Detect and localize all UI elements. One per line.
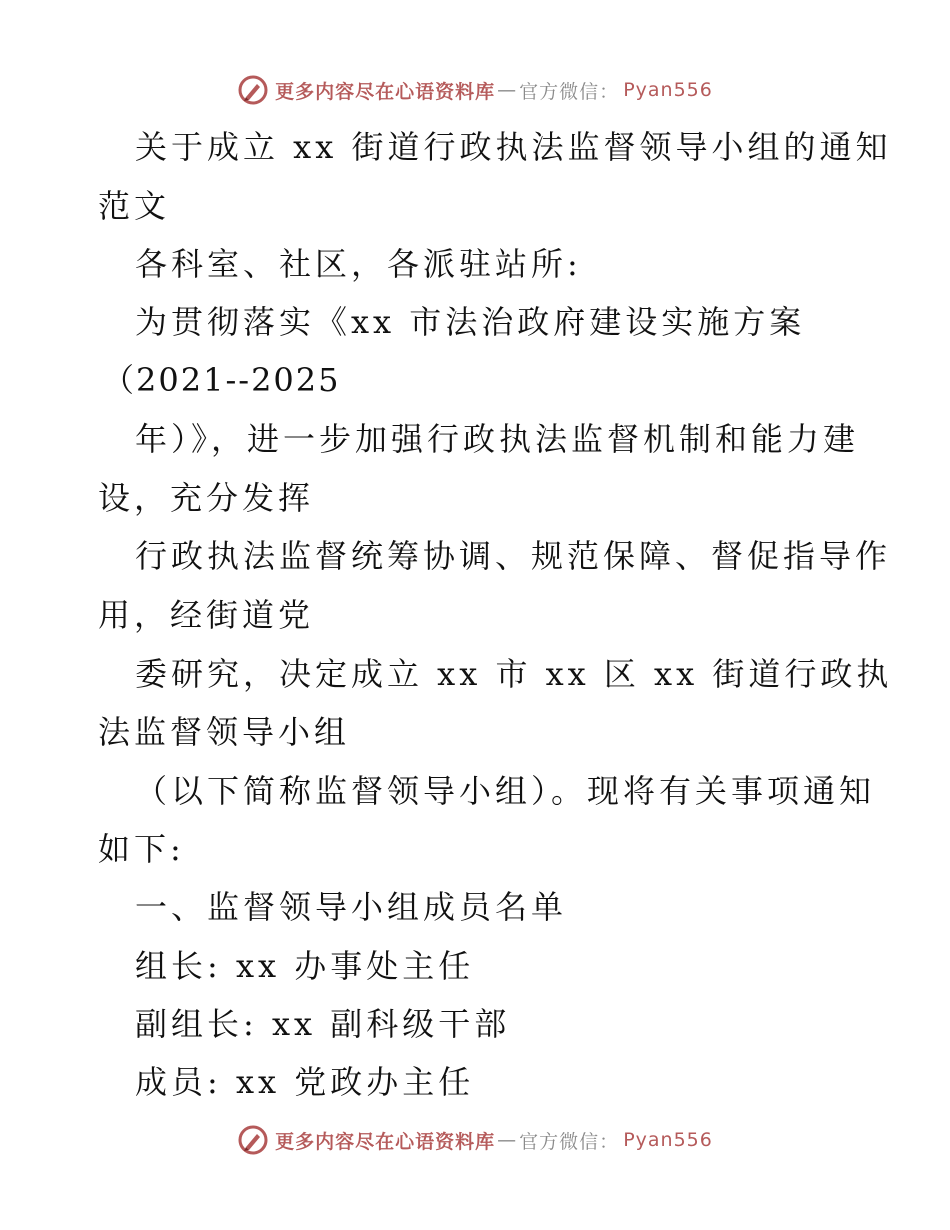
doc-title-line-1: 关于成立 xx 街道行政执法监督领导小组的通知	[135, 128, 892, 166]
doc-section-heading: 一、监督领导小组成员名单	[135, 888, 568, 926]
doc-paragraph-line: 设，充分发挥	[98, 479, 315, 517]
watermark-text: 更多内容尽在心语资料库	[275, 1130, 496, 1153]
watermark-text: 更多内容尽在心语资料库	[275, 80, 496, 103]
doc-paragraph-line: 用，经街道党	[98, 596, 315, 634]
watermark-dash: —	[497, 79, 518, 101]
doc-list-item: 成员: xx 党政办主任	[135, 1063, 475, 1101]
doc-salutation: 各科室、社区，各派驻站所:	[135, 245, 582, 283]
watermark-dash: —	[497, 1129, 518, 1151]
footer-watermark	[0, 1120, 950, 1160]
doc-paragraph-line: 如下:	[98, 830, 185, 868]
pen-logo-icon	[237, 74, 269, 106]
doc-paragraph-line: 法监督领导小组	[98, 713, 351, 751]
doc-paragraph-line: 行政执法监督统筹协调、规范保障、督促指导作	[135, 537, 892, 575]
doc-paragraph-line: 委研究，决定成立 xx 市 xx 区 xx 街道行政执	[135, 655, 893, 693]
doc-paragraph-line: （以下简称监督领导小组）。现将有关事项通知	[135, 772, 876, 810]
doc-paragraph-line: 年）》，进一步加强行政执法监督机制和能力建	[135, 420, 860, 458]
doc-paragraph-line: （2021--2025	[102, 361, 341, 399]
watermark-wechat: Pyan556	[623, 1129, 713, 1151]
doc-title-line-2: 范文	[98, 187, 171, 225]
doc-paragraph-line: 为贯彻落实《xx 市法治政府建设实施方案	[135, 303, 806, 341]
doc-list-item: 组长: xx 办事处主任	[135, 947, 475, 985]
watermark-official: 官方微信：	[519, 1130, 620, 1153]
header-watermark	[0, 70, 950, 110]
pen-logo-icon	[237, 1124, 269, 1156]
watermark-official: 官方微信：	[519, 80, 620, 103]
watermark-wechat: Pyan556	[623, 79, 713, 101]
doc-list-item: 副组长: xx 副科级干部	[135, 1005, 511, 1043]
